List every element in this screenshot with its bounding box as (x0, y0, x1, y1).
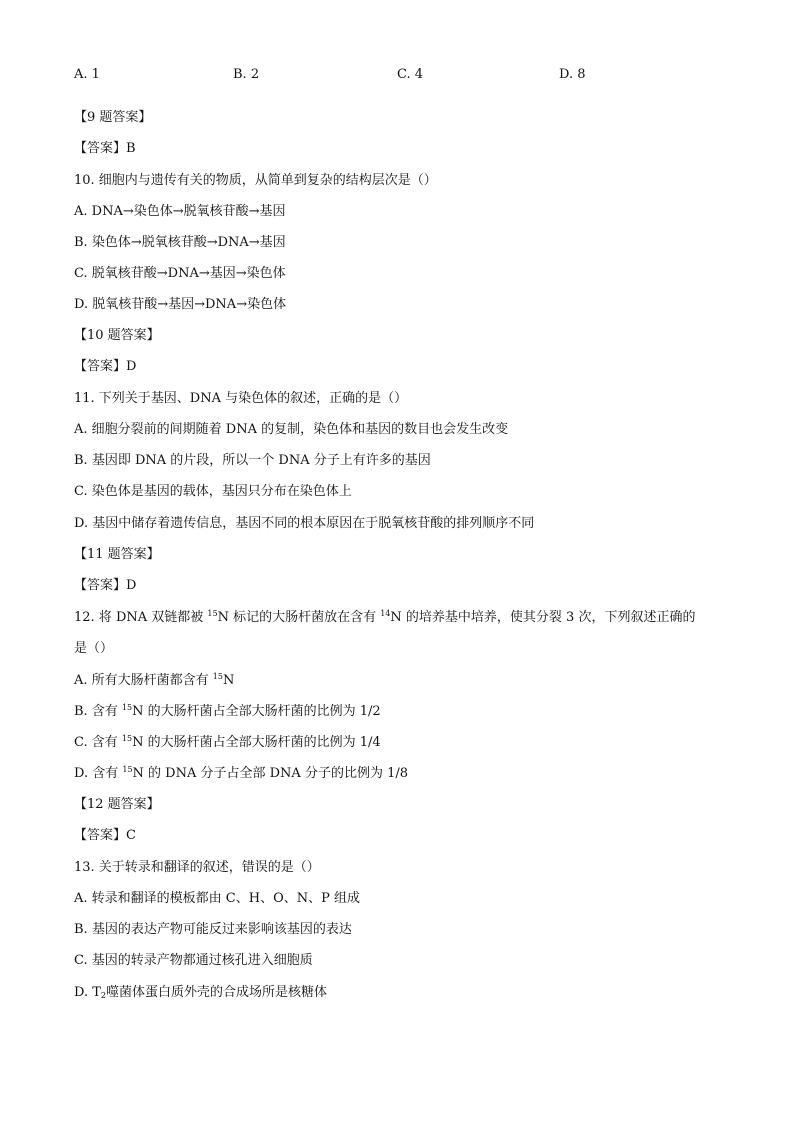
q13-option-a: A. 转录和翻译的模板都由 C、H、O、N、P 组成 (74, 891, 360, 906)
q10-answer: 【答案】D (74, 359, 137, 374)
q9-answer: 【答案】B (74, 141, 136, 156)
q10-answer-header: 【10 题答案】 (74, 328, 160, 343)
q10-option-a: A. DNA→染色体→脱氧核苷酸→基因 (74, 204, 286, 219)
q13-option-d: D. $T_2$噬菌体蛋白质外壳的合成场所是核糖体 (74, 985, 328, 1000)
q11-option-d: D. 基因中储存着遗传信息，基因不同的根本原因在于脱氧核苷酸的排列顺序不同 (74, 516, 535, 531)
q9-option-a: A. 1 (74, 67, 100, 82)
q9-options (0, 67, 794, 83)
q11-answer-header: 【11 题答案】 (74, 547, 160, 562)
q12-answer: 【答案】C (74, 828, 136, 843)
q11-answer: 【答案】D (74, 578, 137, 593)
q10-option-b: B. 染色体→脱氧核苷酸→DNA→基因 (74, 235, 286, 250)
q13-option-b: B. 基因的表达产物可能反过来影响该基因的表达 (74, 922, 352, 937)
q9-option-b: B. 2 (233, 67, 260, 82)
q9-answer-header: 【9 题答案】 (74, 110, 152, 125)
q12-option-b: B. 含有 $^{15}$N 的大肠杆菌占全部大肠杆菌的比例为 1/2 (74, 703, 381, 719)
q12-option-a: A. 所有大肠杆菌都含有 $^{15}$N (74, 672, 235, 688)
q9-option-c: C. 4 (397, 67, 424, 82)
q12-option-c: C. 含有 $^{15}$N 的大肠杆菌占全部大肠杆菌的比例为 1/4 (74, 734, 381, 750)
q11-stem: 11. 下列关于基因、DNA 与染色体的叙述，正确的是（） (74, 391, 408, 406)
q12-answer-header: 【12 题答案】 (74, 797, 160, 812)
q10-option-c: C. 脱氧核苷酸→DNA→基因→染色体 (74, 266, 286, 281)
q12-stem-line2: 是（） (74, 641, 114, 656)
q11-option-c: C. 染色体是基因的载体，基因只分布在染色体上 (74, 484, 352, 499)
q10-option-d: D. 脱氧核苷酸→基因→DNA→染色体 (74, 297, 287, 312)
q10-stem: 10. 细胞内与遗传有关的物质，从简单到复杂的结构层次是（） (74, 173, 437, 188)
q11-option-a: A. 细胞分裂前的间期随着 DNA 的复制，染色体和基因的数目也会发生改变 (74, 422, 509, 437)
q12-stem: 12. 将 DNA 双链都被 $^{15}$N 标记的大肠杆菌放在含有 $^{14}$N 的培养基中培养，使其分裂 3 次，下列叙述正确的 (74, 609, 696, 625)
q11-option-b: B. 基因即 DNA 的片段，所以一个 DNA 分子上有许多的基因 (74, 453, 431, 468)
q13-option-c: C. 基因的转录产物都通过核孔进入细胞质 (74, 953, 313, 968)
q13-stem: 13. 关于转录和翻译的叙述，错误的是（） (74, 860, 320, 875)
q12-option-d: D. 含有 $^{15}$N 的 DNA 分子占全部 DNA 分子的比例为 1/8 (74, 765, 409, 781)
q9-option-d: D. 8 (559, 67, 586, 82)
